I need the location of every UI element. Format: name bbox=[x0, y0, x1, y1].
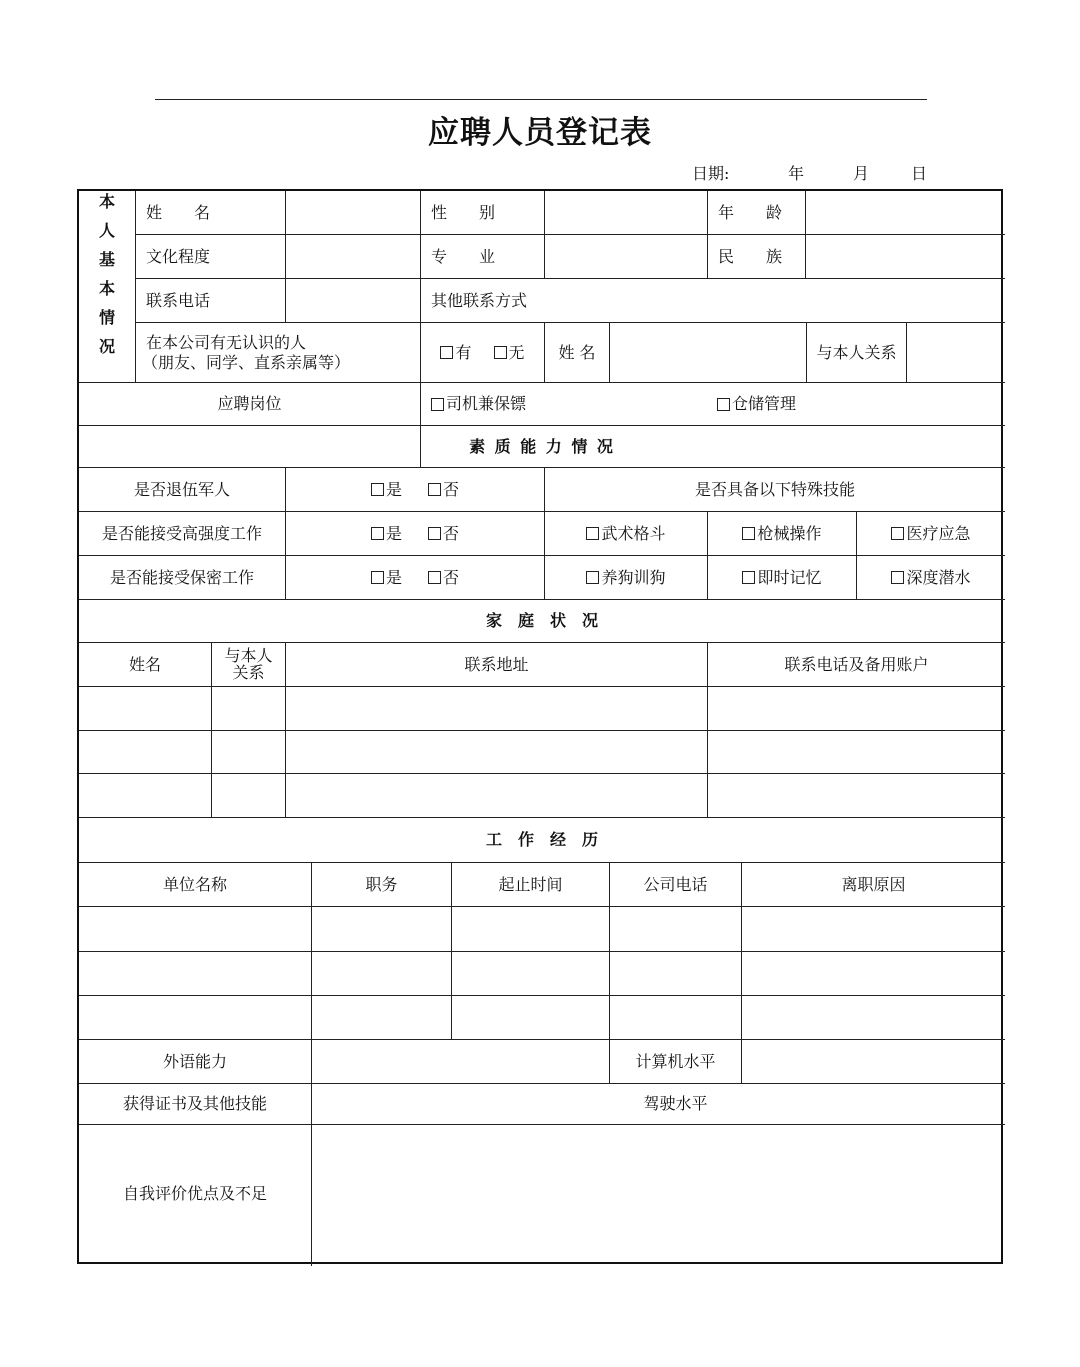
ability-section-header: 素 质 能 力 情 况 bbox=[469, 436, 615, 456]
major-field[interactable] bbox=[545, 235, 707, 278]
position-label: 应聘岗位 bbox=[217, 394, 282, 413]
basic-info-section-label: 本 人 基 本 情 况 bbox=[98, 191, 115, 356]
secrecy-no-checkbox[interactable]: 否 bbox=[428, 568, 459, 588]
family-row[interactable] bbox=[79, 731, 1005, 773]
secrecy-options bbox=[286, 556, 544, 599]
family-col-name: 姓名 bbox=[128, 654, 161, 674]
acquaintance-no-checkbox[interactable]: 无 bbox=[494, 343, 525, 363]
work-row[interactable] bbox=[79, 952, 1005, 995]
family-row[interactable] bbox=[79, 774, 1005, 817]
acquaintance-name-label: 姓 名 bbox=[558, 342, 596, 362]
major-label: 专 业 bbox=[431, 246, 496, 266]
skill-firearms-checkbox[interactable]: 枪械操作 bbox=[708, 512, 856, 555]
family-col-phone: 联系电话及备用账户 bbox=[784, 654, 929, 674]
skill-dog-training-checkbox[interactable]: 养狗训狗 bbox=[545, 556, 707, 599]
self-evaluation-field[interactable] bbox=[312, 1125, 1005, 1263]
acquaintance-relation-label: 与本人关系 bbox=[816, 342, 897, 362]
work-col-phone: 公司电话 bbox=[643, 874, 708, 894]
education-label: 文化程度 bbox=[146, 246, 211, 266]
page-title: 应聘人员登记表 bbox=[428, 115, 652, 151]
veteran-yes-checkbox[interactable]: 是 bbox=[371, 480, 402, 500]
ethnicity-field[interactable] bbox=[806, 235, 1005, 278]
skill-martial-arts-checkbox[interactable]: 武术格斗 bbox=[545, 512, 707, 555]
name-field[interactable] bbox=[286, 191, 420, 234]
high-intensity-options bbox=[286, 512, 544, 555]
special-skills-header: 是否具备以下特殊技能 bbox=[694, 479, 855, 499]
work-col-reason: 离职原因 bbox=[841, 874, 906, 894]
work-row[interactable] bbox=[79, 907, 1005, 951]
registration-form-table bbox=[77, 189, 1003, 1264]
family-section-header: 家 庭 状 况 bbox=[485, 611, 598, 630]
family-col-address: 联系地址 bbox=[464, 654, 529, 674]
certificates-field[interactable] bbox=[312, 1084, 609, 1124]
family-row[interactable] bbox=[79, 687, 1005, 730]
education-field[interactable] bbox=[286, 235, 420, 278]
other-contact-label: 其他联系方式 bbox=[431, 290, 528, 310]
secrecy-label: 是否能接受保密工作 bbox=[109, 567, 254, 587]
acquaintance-yes-checkbox[interactable]: 有 bbox=[440, 343, 471, 363]
language-label: 外语能力 bbox=[162, 1051, 227, 1071]
date-year-label: 年 bbox=[788, 164, 805, 183]
computer-label: 计算机水平 bbox=[635, 1051, 716, 1071]
work-section-header: 工 作 经 历 bbox=[485, 830, 598, 849]
language-field[interactable] bbox=[312, 1040, 609, 1083]
driving-field[interactable] bbox=[742, 1084, 1005, 1124]
veteran-options bbox=[286, 468, 544, 511]
certificates-label: 获得证书及其他技能 bbox=[122, 1094, 267, 1113]
date-label: 日期: bbox=[692, 164, 730, 183]
phone-label: 联系电话 bbox=[146, 290, 211, 310]
work-col-period: 起止时间 bbox=[498, 874, 563, 894]
ethnicity-label: 民 族 bbox=[718, 246, 783, 266]
computer-field[interactable] bbox=[742, 1040, 1005, 1083]
age-label: 年 龄 bbox=[718, 202, 783, 222]
work-col-company: 单位名称 bbox=[162, 874, 227, 894]
acquaintance-name-field[interactable] bbox=[610, 323, 806, 382]
high-intensity-no-checkbox[interactable]: 否 bbox=[428, 524, 459, 544]
acquaintance-label: 在本公司有无认识的人 （朋友、同学、直系亲属等） bbox=[142, 332, 351, 372]
skill-diving-checkbox[interactable]: 深度潜水 bbox=[857, 556, 1005, 599]
acquaintance-options bbox=[421, 323, 544, 382]
skill-medical-checkbox[interactable]: 医疗应急 bbox=[857, 512, 1005, 555]
skill-memory-checkbox[interactable]: 即时记忆 bbox=[708, 556, 856, 599]
header-rule bbox=[155, 99, 927, 100]
family-col-relation: 与本人 关系 bbox=[224, 645, 273, 682]
date-day-label: 日 bbox=[911, 164, 928, 183]
date-month-label: 月 bbox=[853, 164, 870, 183]
gender-field[interactable] bbox=[545, 191, 707, 234]
acquaintance-relation-field[interactable] bbox=[907, 323, 1005, 382]
phone-field[interactable] bbox=[286, 279, 420, 322]
age-field[interactable] bbox=[806, 191, 1005, 234]
position-option-warehouse[interactable]: 仓储管理 bbox=[707, 383, 1005, 425]
secrecy-yes-checkbox[interactable]: 是 bbox=[371, 568, 402, 588]
name-label: 姓 名 bbox=[146, 202, 211, 222]
gender-label: 性 别 bbox=[431, 202, 496, 222]
veteran-label: 是否退伍军人 bbox=[133, 479, 230, 499]
veteran-no-checkbox[interactable]: 否 bbox=[428, 480, 459, 500]
driving-label: 驾驶水平 bbox=[643, 1094, 708, 1113]
high-intensity-label: 是否能接受高强度工作 bbox=[101, 523, 262, 543]
work-col-title: 职务 bbox=[365, 874, 398, 894]
position-option-driver[interactable]: 司机兼保镖 bbox=[421, 383, 707, 425]
other-contact-field[interactable] bbox=[545, 279, 1005, 322]
self-evaluation-label: 自我评价优点及不足 bbox=[122, 1184, 267, 1203]
high-intensity-yes-checkbox[interactable]: 是 bbox=[371, 524, 402, 544]
